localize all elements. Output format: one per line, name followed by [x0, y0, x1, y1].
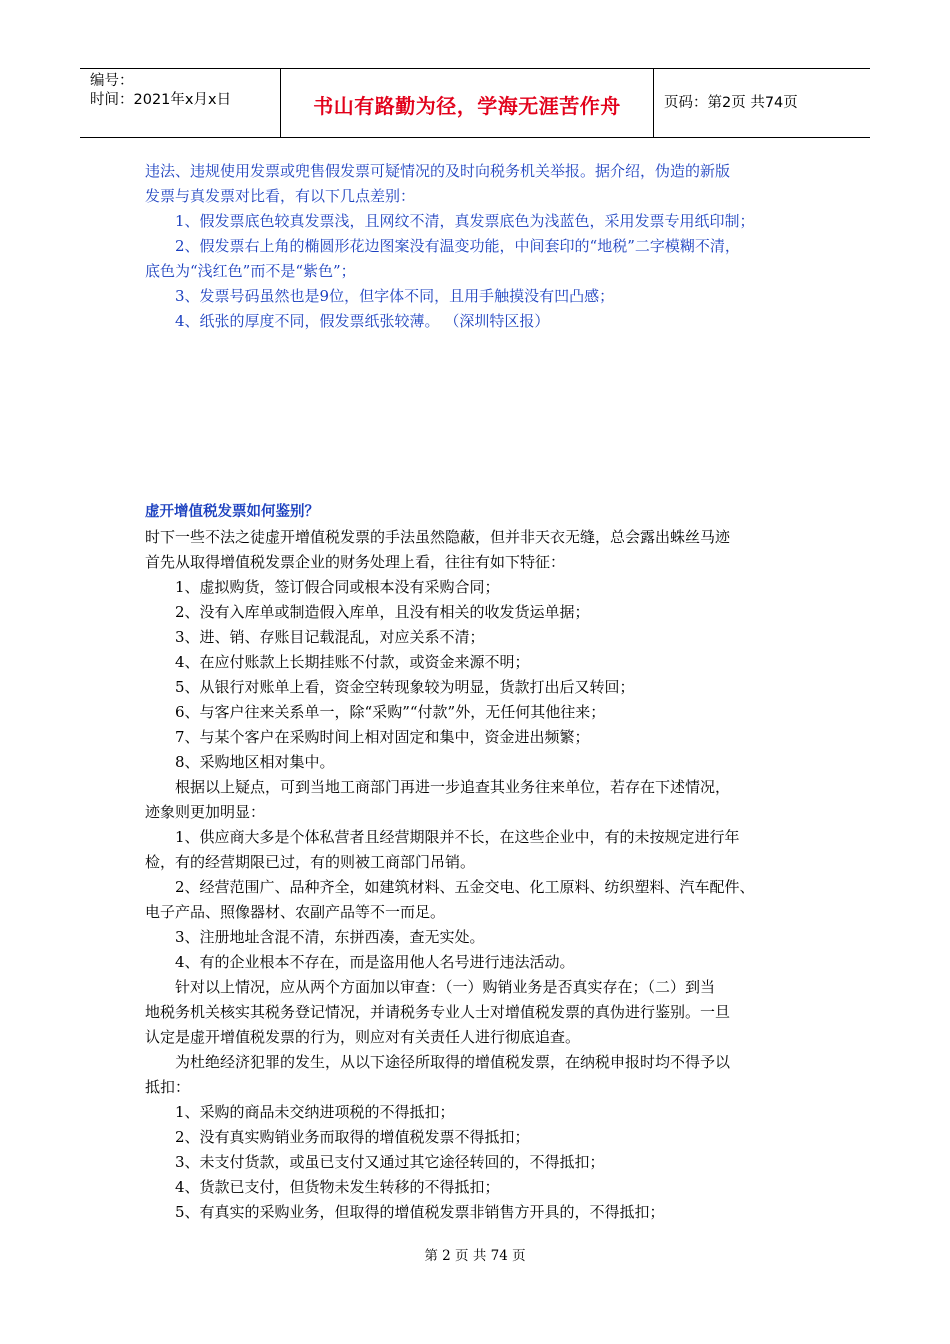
list-item: 1、虚拟购货，签订假合同或根本没有采购合同； [175, 578, 500, 596]
list-item: 7、与某个客户在采购时间上相对固定和集中，资金进出频繁； [175, 728, 590, 746]
list-item: 2、没有真实购销业务而取得的增值税发票不得抵扣； [175, 1128, 530, 1146]
header-meta-cell [80, 69, 281, 137]
list-item: 1、供应商大多是个体私营者且经营期限并不长，在这些企业中，有的未按规定进行年 [175, 828, 740, 846]
document-number: 编号： [90, 73, 134, 89]
section-title: 虚开增值税发票如何鉴别？ [145, 504, 319, 520]
body-line: 地税务机关核实其税务登记情况，并请税务专业人士对增值税发票的真伪进行鉴别。一旦 [145, 1003, 731, 1021]
list-item: 3、进、销、存账目记载混乱，对应关系不清； [175, 628, 485, 646]
body-line: 认定是虚开增值税发票的行为，则应对有关责任人进行彻底追查。 [145, 1028, 581, 1046]
body-line: 为杜绝经济犯罪的发生，从以下途径所取得的增值税发票，在纳税申报时均不得予以 [175, 1053, 731, 1071]
blue-list-item: 1、假发票底色较真发票浅，且网纹不清，真发票底色为浅蓝色，采用发票专用纸印制； [175, 212, 755, 230]
list-item: 5、从银行对账单上看，资金空转现象较为明显，货款打出后又转回； [175, 678, 635, 696]
blue-list-item: 3、发票号码虽然也是9位，但字体不同，且用手触摸没有凹凸感； [175, 287, 615, 305]
page-header [80, 68, 870, 138]
body-line: 根据以上疑点，可到当地工商部门再进一步追查其业务往来单位，若存在下述情况， [175, 778, 731, 796]
body-line: 针对以上情况，应从两个方面加以审查：（一）购销业务是否真实存在；（二）到当 [175, 978, 716, 996]
header-page-number: 页码：第2页 共74页 [664, 95, 798, 111]
page-footer: 第 2 页 共 74 页 [424, 1248, 526, 1264]
list-item: 5、有真实的采购业务，但取得的增值税发票非销售方开具的，不得抵扣； [175, 1203, 665, 1221]
body-line: 电子产品、照像器材、农副产品等不一而足。 [145, 903, 446, 921]
body-line: 检，有的经营期限已过，有的则被工商部门吊销。 [145, 853, 476, 871]
blue-list-item: 2、假发票右上角的椭圆形花边图案没有温变功能，中间套印的“地税”二字模糊不清， [175, 237, 740, 255]
list-item: 3、未支付货款，或虽已支付又通过其它途径转回的，不得抵扣； [175, 1153, 605, 1171]
list-item: 3、注册地址含混不清，东拼西凑，查无实处。 [175, 928, 485, 946]
blue-line: 发票与真发票对比看，有以下几点差别： [145, 187, 416, 205]
list-item: 1、采购的商品未交纳进项税的不得抵扣； [175, 1103, 455, 1121]
list-item: 2、没有入库单或制造假入库单，且没有相关的收发货运单据； [175, 603, 590, 621]
body-line: 迹象则更加明显： [145, 803, 266, 821]
header-page-cell [654, 69, 870, 137]
header-motto: 书山有路勤为径，学海无涯苦作舟 [313, 94, 621, 118]
list-item: 4、有的企业根本不存在，而是盗用他人名号进行违法活动。 [175, 953, 575, 971]
list-item: 2、经营范围广、品种齐全，如建筑材料、五金交电、化工原料、纺织塑料、汽车配件、 [175, 878, 755, 896]
header-motto-cell [281, 69, 654, 137]
blue-list-item: 4、纸张的厚度不同，假发票纸张较薄。 （深圳特区报） [175, 312, 550, 330]
body-line: 首先从取得增值税发票企业的财务处理上看，往往有如下特征： [145, 553, 566, 571]
blue-line: 违法、违规使用发票或兜售假发票可疑情况的及时向税务机关举报。据介绍，伪造的新版 [145, 162, 731, 180]
blue-line: 底色为“浅红色”而不是“紫色”； [145, 262, 356, 280]
list-item: 8、采购地区相对集中。 [175, 753, 335, 771]
list-item: 4、在应付账款上长期挂账不付款，或资金来源不明； [175, 653, 530, 671]
list-item: 6、与客户往来关系单一，除“采购”“付款”外，无任何其他往来； [175, 703, 606, 721]
body-line: 抵扣： [145, 1078, 191, 1096]
list-item: 4、货款已支付，但货物未发生转移的不得抵扣； [175, 1178, 500, 1196]
body-line: 时下一些不法之徒虚开增值税发票的手法虽然隐蔽，但并非天衣无缝，总会露出蛛丝马迹 [145, 528, 731, 546]
document-date: 时间：2021年x月x日 [90, 92, 232, 108]
